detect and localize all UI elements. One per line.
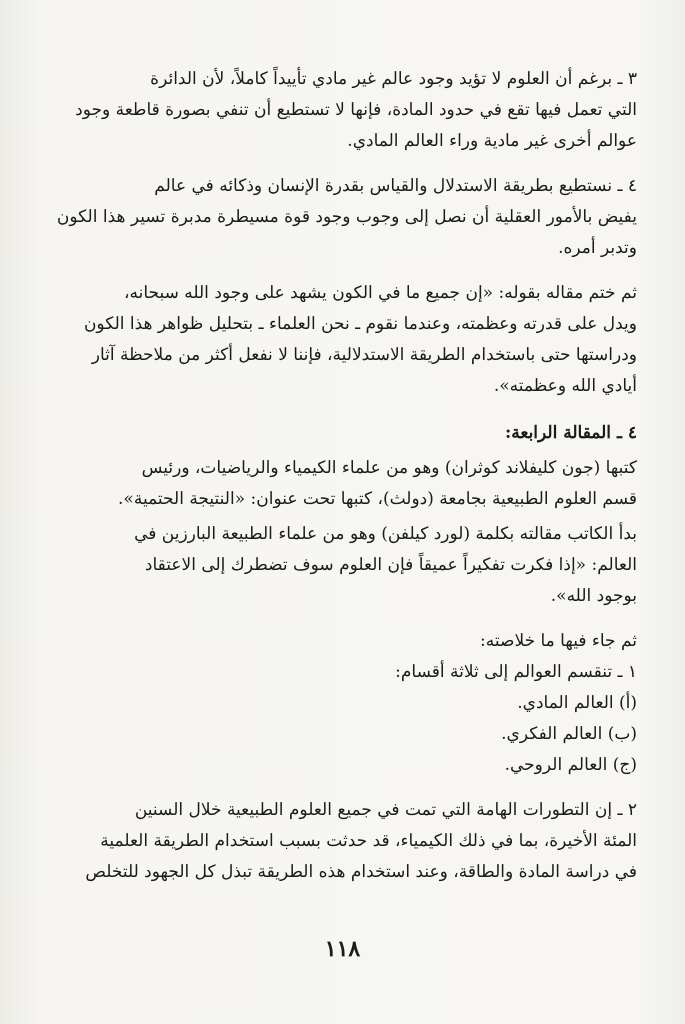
paragraph-kelvin-quote [44,519,637,612]
text-line: عوالم أخرى غير مادية وراء العالم المادي. [347,131,637,151]
page-number: ١١٨ [324,936,361,962]
text-line: ودراستها حتى باستخدام الطريقة الاستدلالية، فإننا لا نفعل أكثر من ملاحظة آثار [91,345,637,365]
text-line: التي تعمل فيها تقع في حدود المادة، فإنها لا تستطيع أن تنفي بصورة قاطعة وجود [75,100,637,120]
text-line: ٢ ـ إن التطورات الهامة التي تمت في جميع العلوم الطبيعية خلال السنين [134,800,637,820]
text-line: أيادي الله وعظمته». [493,376,637,396]
text-line: بوجود الله». [550,586,637,606]
text-line: قسم العلوم الطبيعية بجامعة (دولث)، كتبها تحت عنوان: «النتيجة الحتمية». [118,489,637,509]
paragraph-closing-quote [44,278,637,402]
text-line: المئة الأخيرة، بما في ذلك الكيمياء، قد حدثت بسبب استخدام الطريقة العلمية [100,831,637,851]
text-line: ٤ ـ نستطيع بطريقة الاستدلال والقياس بقدرة الإنسان وذكائه في عالم [154,176,637,196]
text-line: ويدل على قدرته وعظمته، وعندما نقوم ـ نحن العلماء ـ بتحليل ظواهر هذا الكون [83,314,637,334]
paragraph-point-2 [44,795,637,888]
sub-item-spiritual: (ج) العالم الروحي. [504,755,637,775]
text-line: كتبها (جون كليفلاند كوثران) وهو من علماء الكيمياء والرياضيات، ورئيس [141,458,637,478]
summary-intro: ثم جاء فيها ما خلاصته: [480,631,637,651]
text-line: ٣ ـ برغم أن العلوم لا تؤيد وجود عالم غير مادي تأييداً كاملاً، لأن الدائرة [150,69,637,89]
text-line: يفيض بالأمور العقلية أن نصل إلى وجوب وجود قوة مسيطرة مدبرة تسير هذا الكون [56,207,637,227]
paragraph-point-4 [44,171,637,264]
sub-item-intellectual: (ب) العالم الفكري. [501,724,637,744]
list-item-1: ١ ـ تنقسم العوالم إلى ثلاثة أقسام: [395,662,637,682]
text-line: في دراسة المادة والطاقة، وعند استخدام هذه الطريقة تبذل كل الجهود للتخلص [85,862,637,882]
sub-item-material: (أ) العالم المادي. [517,693,637,713]
paragraph-author [44,453,637,515]
section-heading: ٤ ـ المقالة الرابعة: [504,423,637,443]
page-text [44,64,637,902]
text-line: العالم: «إذا فكرت تفكيراً عميقاً فإن العلوم سوف تضطرك إلى الاعتقاد [144,555,637,575]
text-line: بدأ الكاتب مقالته بكلمة (لورد كيلفن) وهو من علماء الطبيعة البارزين في [134,524,637,544]
paragraph-point-3 [44,64,637,157]
text-line: وتدبر أمره. [558,238,637,258]
text-line: ثم ختم مقاله بقوله: «إن جميع ما في الكون يشهد على وجود الله سبحانه، [124,283,637,303]
summary-list [44,626,637,781]
